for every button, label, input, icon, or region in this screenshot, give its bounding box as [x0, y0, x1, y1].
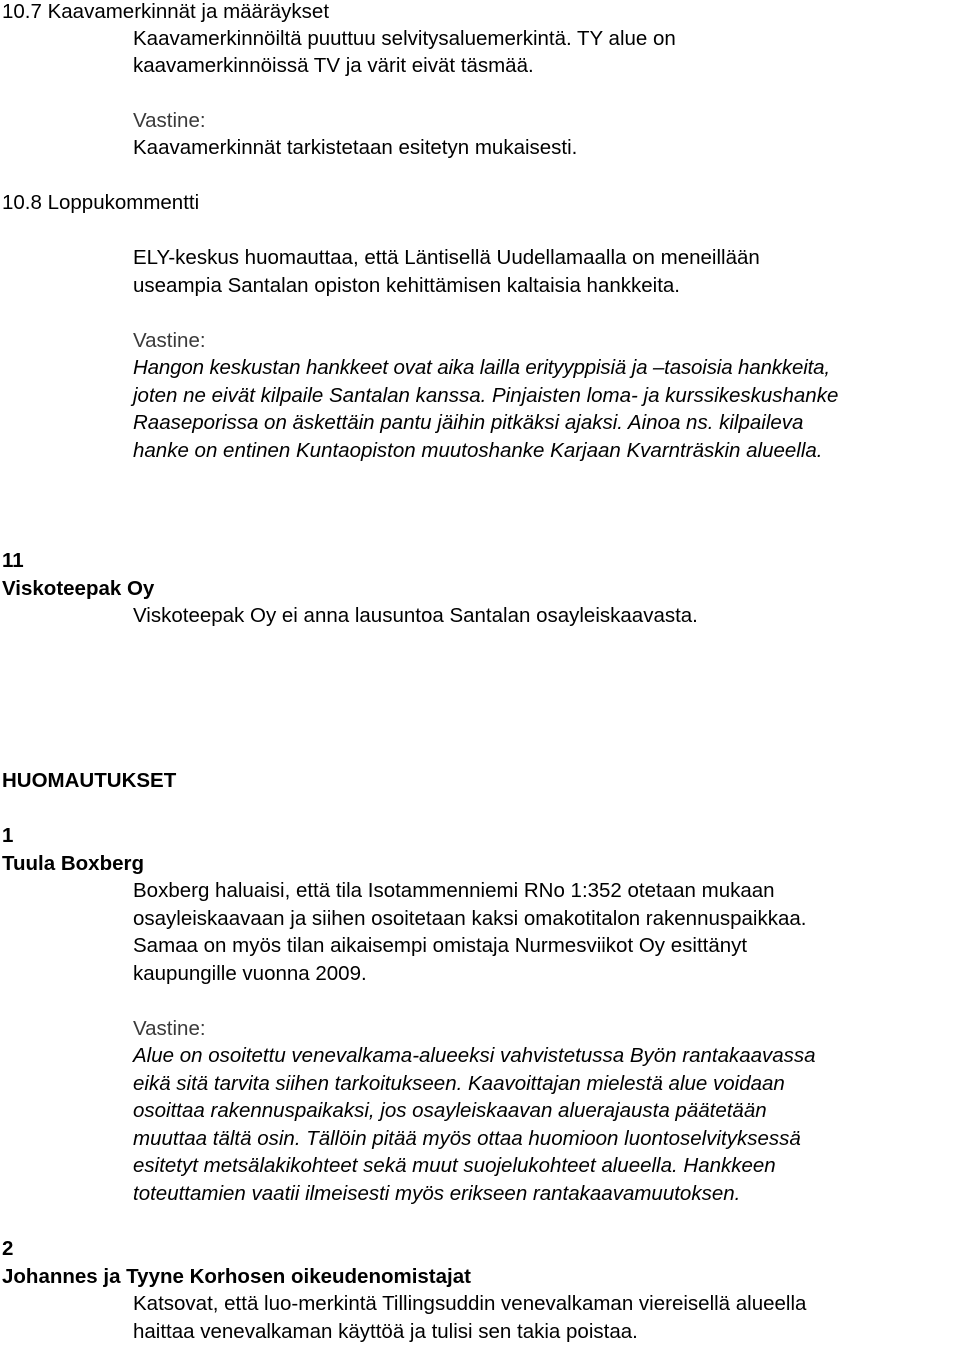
huomautukset-heading: HUOMAUTUKSET [2, 769, 177, 792]
item-1-response-line: toteuttamien vaatii ilmeisesti myös erikseen rantakaavamuutoksen. [133, 1182, 741, 1205]
item-1-line: Samaa on myös tilan aikaisempi omistaja Nurmesviikot Oy esittänyt [133, 934, 748, 957]
section-10-8-line: ELY-keskus huomauttaa, että Läntisellä Uudellamaalla on meneillään [133, 246, 760, 269]
section-10-8-line: useampia Santalan opiston kehittämisen kaltaisia hankkeita. [133, 274, 680, 297]
section-10-7-response: Kaavamerkinnät tarkistetaan esitetyn mukaisesti. [133, 136, 578, 159]
section-10-7-line: Kaavamerkinnöiltä puuttuu selvitysaluemerkintä. TY alue on [133, 27, 676, 50]
item-1-line: Boxberg haluaisi, että tila Isotammenniemi RNo 1:352 otetaan mukaan [133, 879, 775, 902]
section-10-8-response-line: Raaseporissa on äskettäin pantu jäihin pitkäksi ajaksi. Ainoa ns. kilpaileva [133, 411, 804, 434]
item-1-line: kaupungille vuonna 2009. [133, 962, 367, 985]
item-1-number: 1 [2, 824, 14, 847]
item-2-line: haittaa venevalkaman käyttöä ja tulisi sen takia poistaa. [133, 1320, 638, 1343]
section-10-8-response-line: joten ne eivät kilpaile Santalan kanssa. Pinjaisten loma- ja kurssikeskushanke [133, 384, 839, 407]
response-label: Vastine: [133, 109, 206, 132]
section-10-8-response-line: Hangon keskustan hankkeet ovat aika lailla erityyppisiä ja –tasoisia hankkeita, [133, 356, 830, 379]
item-1-response-line: eikä sitä tarvita siihen tarkoitukseen. Kaavoittajan mielestä alue voidaan [133, 1072, 785, 1095]
section-11-text: Viskoteepak Oy ei anna lausuntoa Santalan osayleiskaavasta. [133, 604, 698, 627]
response-label: Vastine: [133, 329, 206, 352]
section-10-7-line: kaavamerkinnöissä TV ja värit eivät täsmää. [133, 54, 534, 77]
item-1-response-line: osoittaa rakennuspaikaksi, jos osayleiskaavan aluerajausta päätetään [133, 1099, 767, 1122]
section-10-8-response-line: hanke on entinen Kuntaopiston muutoshanke Karjaan Kvarnträskin alueella. [133, 439, 823, 462]
item-1-name: Tuula Boxberg [2, 852, 144, 875]
item-2-name: Johannes ja Tyyne Korhosen oikeudenomistajat [2, 1265, 471, 1288]
item-1-response-line: esitetyt metsälakikohteet sekä muut suojelukohteet alueella. Hankkeen [133, 1154, 776, 1177]
response-label: Vastine: [133, 1017, 206, 1040]
item-1-line: osayleiskaavaan ja siihen osoitetaan kaksi omakotitalon rakennuspaikkaa. [133, 907, 807, 930]
section-10-7-heading: 10.7 Kaavamerkinnät ja määräykset [2, 0, 330, 23]
item-2-number: 2 [2, 1237, 14, 1260]
section-11-name: Viskoteepak Oy [2, 577, 155, 600]
item-1-response-line: muuttaa tältä osin. Tällöin pitää myös ottaa huomioon luontoselvityksessä [133, 1127, 801, 1150]
item-1-response-line: Alue on osoitettu venevalkama-alueeksi vahvistetussa Byön rantakaavassa [133, 1044, 816, 1067]
item-2-line: Katsovat, että luo-merkintä Tillingsuddin venevalkaman viereisellä alueella [133, 1292, 807, 1315]
section-10-8-heading: 10.8 Loppukommentti [2, 191, 200, 214]
section-11-number: 11 [2, 549, 24, 572]
